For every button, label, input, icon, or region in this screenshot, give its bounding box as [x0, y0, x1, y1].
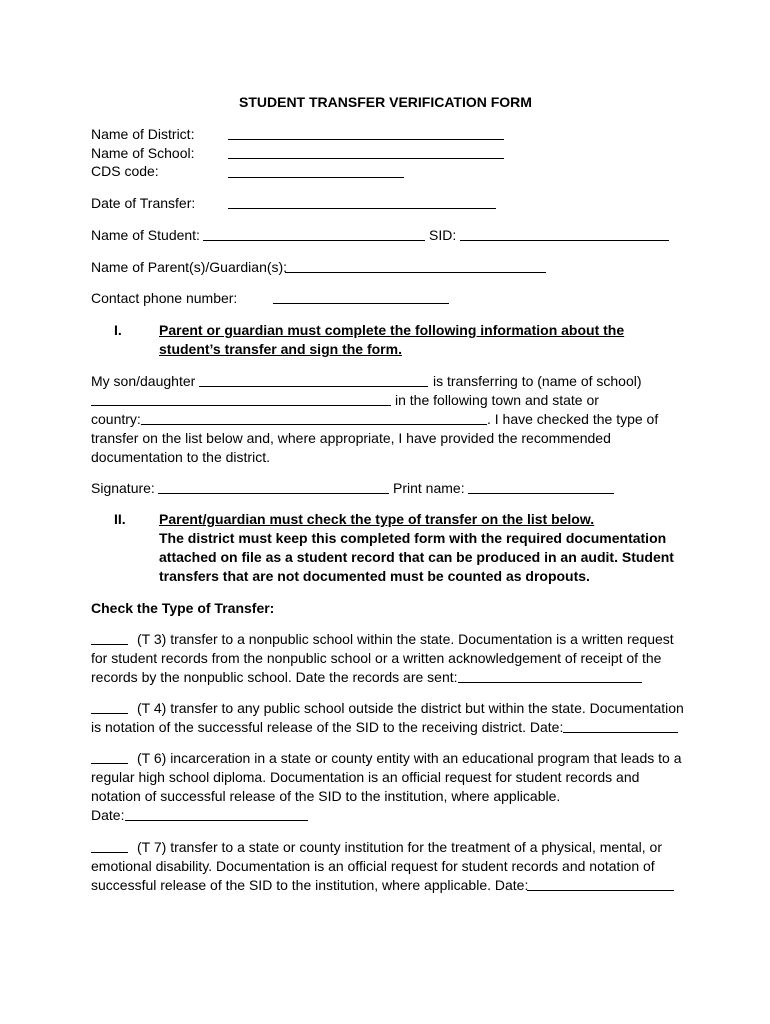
t7-line1: (T 7) transfer to a state or county institution for the treatment of a physical, mental, or [137, 839, 662, 855]
t4-line2: is notation of the successful release of the SID to the receiving district. Date: [91, 719, 564, 735]
t3-line2: for student records from the nonpublic school or a written acknowledgement of receipt of the [91, 650, 662, 666]
student-label: Name of Student: [91, 227, 200, 243]
student-field[interactable] [203, 240, 425, 241]
section-2-heading-line4: transfers that are not documented must be counted as dropouts. [159, 568, 590, 584]
t6-line3: notation of successful release of the SID to the institution, where applicable. [91, 788, 561, 804]
section-2-heading-line3: attached on file as a student record that can be produced in an audit. Student [159, 549, 674, 565]
date-transfer-label: Date of Transfer: [91, 195, 196, 211]
section-1-heading-line2: student’s transfer and sign the form. [159, 341, 402, 357]
phone-field[interactable] [273, 303, 449, 304]
p1-label: My son/daughter [91, 373, 196, 389]
t4-checkbox-line[interactable] [91, 713, 128, 714]
school-field[interactable] [228, 158, 504, 159]
parent-label: Name of Parent(s)/Guardian(s): [91, 259, 288, 275]
town-country-field[interactable] [141, 424, 487, 425]
t6-line4: Date: [91, 807, 125, 823]
cds-label: CDS code: [91, 163, 159, 179]
form-title: STUDENT TRANSFER VERIFICATION FORM [239, 94, 532, 110]
t6-line2: regular high school diploma. Documentation is an official request for student records and [91, 769, 640, 785]
son-daughter-field[interactable] [199, 386, 428, 387]
section-2-heading-line1: Parent/guardian must check the type of transfer on the list below. [159, 511, 595, 527]
p4-text: transfer on the list below and, where appropriate, I have provided the recommended [91, 430, 611, 446]
t4-line1: (T 4) transfer to any public school outside the district but within the state. Documentation [137, 700, 684, 716]
print-name-label: Print name: [393, 480, 465, 496]
parent-field[interactable] [285, 272, 546, 273]
t3-line3: records by the nonpublic school. Date the records are sent: [91, 669, 458, 685]
t4-date-field[interactable] [563, 732, 678, 733]
district-label: Name of District: [91, 126, 195, 142]
t3-checkbox-line[interactable] [91, 644, 128, 645]
t7-line2: emotional disability. Documentation is an official request for student records and notation of [91, 858, 655, 874]
check-type-heading: Check the Type of Transfer: [91, 600, 275, 616]
district-field[interactable] [228, 139, 504, 140]
cds-field[interactable] [228, 177, 404, 178]
t3-date-field[interactable] [458, 682, 642, 683]
t7-line3: successful release of the SID to the institution, where applicable. Date: [91, 877, 529, 893]
t6-date-field[interactable] [125, 820, 308, 821]
print-name-field[interactable] [468, 493, 614, 494]
p5-text: documentation to the district. [91, 449, 270, 465]
section-2-numeral: II. [114, 511, 126, 527]
t6-line1: (T 6) incarceration in a state or county entity with an educational program that leads to a [137, 750, 682, 766]
date-transfer-field[interactable] [228, 208, 496, 209]
signature-label: Signature: [91, 480, 155, 496]
t7-date-field[interactable] [527, 890, 674, 891]
p3-label: country: [91, 411, 141, 427]
p1-text: is transferring to (name of school) [433, 373, 642, 389]
phone-label: Contact phone number: [91, 290, 238, 306]
p3-text: . I have checked the type of [487, 411, 659, 427]
p2-text: in the following town and state or [395, 392, 599, 408]
sid-field[interactable] [460, 240, 669, 241]
t3-line1: (T 3) transfer to a nonpublic school within the state. Documentation is a written request [137, 631, 674, 647]
section-1-numeral: I. [114, 322, 122, 338]
section-1-heading-line1: Parent or guardian must complete the following information about the [159, 322, 625, 338]
sid-label: SID: [429, 227, 457, 243]
t6-checkbox-line[interactable] [91, 763, 128, 764]
school-name-field[interactable] [91, 405, 391, 406]
section-2-heading-line2: The district must keep this completed form with the required documentation [159, 530, 667, 546]
signature-field[interactable] [158, 493, 389, 494]
t7-checkbox-line[interactable] [91, 852, 128, 853]
school-label: Name of School: [91, 145, 195, 161]
